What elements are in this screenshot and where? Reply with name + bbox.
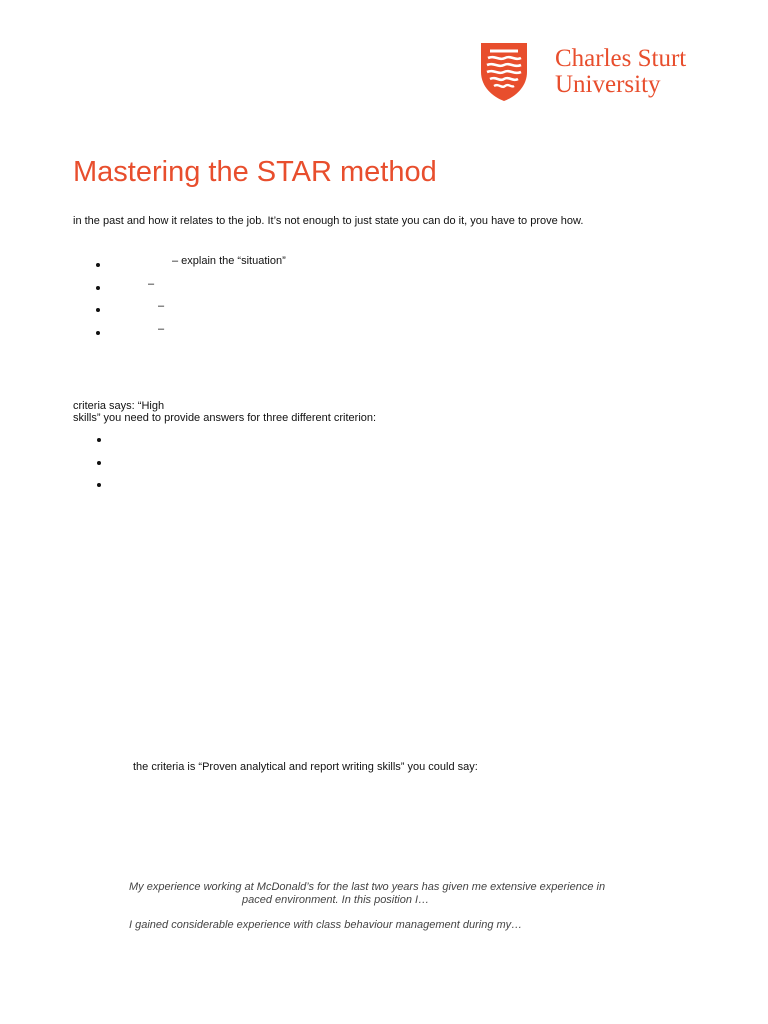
intro-paragraph: in the past and how it relates to the job. It’s not enough to just state you can do it, you have to prove how. <box>73 215 584 227</box>
example-line-2: paced environment. In this position I… <box>242 894 430 906</box>
star-bullet-task: – <box>148 278 155 290</box>
star-bullet-result: – <box>158 323 165 335</box>
example-line-1: My experience working at McDonald’s for the last two years has given me extensive experience in <box>129 881 606 893</box>
criteria-intro: the criteria is “Proven analytical and report writing skills” you could say: <box>133 761 478 773</box>
bullet-dot <box>96 286 100 290</box>
bullet-dot <box>97 461 101 465</box>
criteria-example-line-1: criteria says: “High <box>73 400 165 412</box>
logo-line-1: Charles Sturt <box>555 45 687 72</box>
bullet-dot <box>96 308 100 312</box>
criteria-example-line-2: skills” you need to provide answers for three different criterion: <box>73 412 377 424</box>
bullet-dot <box>96 263 100 267</box>
logo-line-2: University <box>555 71 661 98</box>
criteria-example <box>73 400 376 424</box>
bullet-dot <box>97 438 101 442</box>
bullet-dot <box>96 331 100 335</box>
university-shield-icon <box>477 40 539 102</box>
university-name <box>555 46 686 98</box>
star-bullet-action: – <box>158 300 165 312</box>
example-line-3: I gained considerable experience with class behaviour management during my… <box>129 919 523 931</box>
bullet-dot <box>97 483 101 487</box>
page-title: Mastering the STAR method <box>73 156 437 188</box>
star-bullet-situation: – explain the “situation” <box>172 255 286 267</box>
